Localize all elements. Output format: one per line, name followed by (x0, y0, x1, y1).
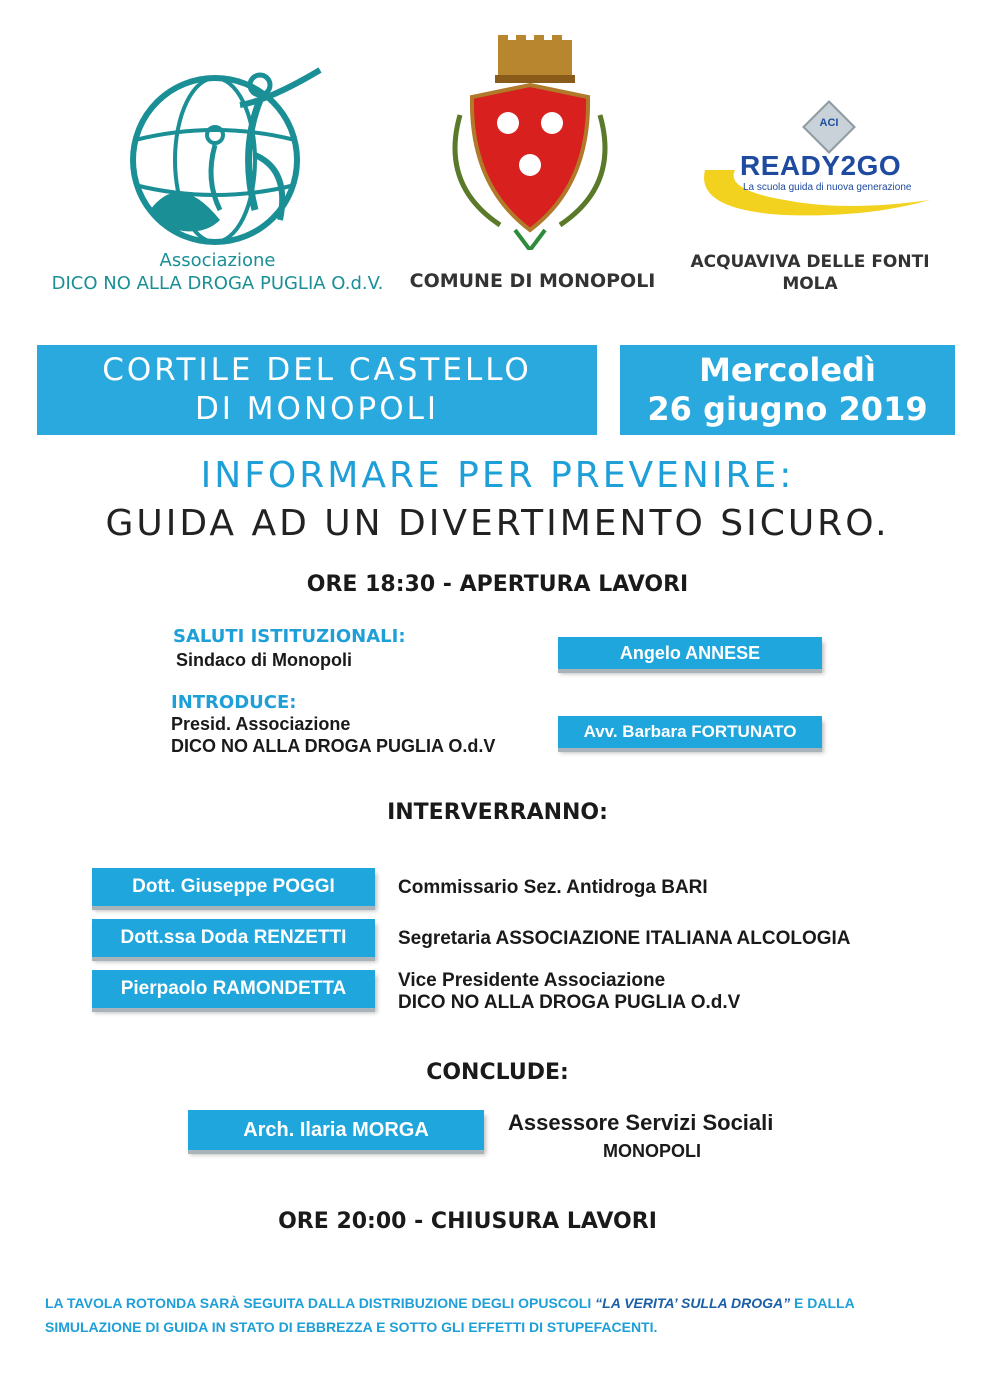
association-line2: DICO NO ALLA DROGA PUGLIA O.d.V. (51, 273, 384, 294)
speaker-name-box: Dott.ssa Doda RENZETTI (92, 919, 375, 957)
footer-highlight: “LA VERITA’ SULLA DROGA” (595, 1295, 791, 1311)
headline-line1: INFORMARE PER PREVENIRE: (200, 455, 795, 496)
footer-part2: E DALLA (790, 1295, 855, 1311)
venue-banner (37, 345, 597, 435)
date-banner (620, 345, 955, 435)
ready2go-line2: MOLA (782, 274, 838, 294)
conclude-label: CONCLUDE: (426, 1060, 569, 1085)
ready2go-caption (680, 252, 940, 294)
closing-time: ORE 20:00 - CHIUSURA LAVORI (278, 1209, 657, 1234)
footer-part1: LA TAVOLA ROTONDA SARÀ SEGUITA DALLA DISTRIBUZIONE DEGLI OPUSCOLI (45, 1295, 596, 1311)
speaker-role: Segretaria ASSOCIAZIONE ITALIANA ALCOLOGIA (398, 928, 851, 949)
conclude-role2: MONOPOLI (603, 1141, 701, 1161)
speaker-name-box: Dott. Giuseppe POGGI (92, 868, 375, 906)
speaker-name-box: Pierpaolo RAMONDETTA (92, 970, 375, 1008)
conclude-name-box: Arch. Ilaria MORGA (188, 1110, 484, 1150)
saluti-name-box: Angelo ANNESE (558, 637, 822, 669)
footer-line2: SIMULAZIONE DI GUIDA IN STATO DI EBBREZZA E SOTTO GLI EFFETTI DI STUPEFACENTI. (45, 1319, 658, 1335)
association-caption (30, 250, 405, 294)
saluti-label: SALUTI ISTITUZIONALI: (173, 626, 406, 647)
ready2go-line1: ACQUAVIVA DELLE FONTI (690, 252, 930, 272)
association-logo (120, 60, 330, 250)
conclude-role1: Assessore Servizi Sociali (508, 1110, 774, 1135)
interverranno-label: INTERVERRANNO: (387, 800, 608, 825)
introduce-role1: Presid. Associazione (171, 714, 351, 734)
footer-line1 (45, 1291, 965, 1315)
introduce-label: INTRODUCE: (171, 692, 297, 713)
headline-line2: GUIDA AD UN DIVERTIMENTO SICURO. (105, 503, 890, 544)
date-weekday: Mercoledì (699, 351, 876, 389)
opening-time: ORE 18:30 - APERTURA LAVORI (306, 572, 689, 597)
association-line1: Associazione (159, 250, 276, 271)
date-full: 26 giugno 2019 (647, 390, 928, 428)
coat-of-arms (440, 35, 620, 250)
ready2go-tagline: La scuola guida di nuova generazione (743, 182, 912, 193)
venue-line2: DI MONOPOLI (194, 391, 440, 427)
speaker-role: Commissario Sez. Antidroga BARI (398, 877, 708, 898)
ready2go-brand: READY2GO (740, 150, 902, 181)
coat-of-arms-icon (440, 35, 620, 250)
ready2go-logo (695, 100, 935, 240)
introduce-role2: DICO NO ALLA DROGA PUGLIA O.d.V (171, 736, 496, 756)
introduce-name-box: Avv. Barbara FORTUNATO (558, 716, 822, 748)
speaker-role: Vice Presidente Associazione (398, 970, 666, 991)
footer-note (45, 1291, 965, 1339)
aci-label: ACI (819, 117, 839, 129)
globe-figures-icon (120, 60, 330, 250)
saluti-role: Sindaco di Monopoli (176, 650, 352, 670)
speaker-role-line2: DICO NO ALLA DROGA PUGLIA O.d.V (398, 992, 741, 1013)
venue-line1: CORTILE DEL CASTELLO (102, 352, 532, 388)
comune-caption: COMUNE DI MONOPOLI (409, 270, 656, 292)
